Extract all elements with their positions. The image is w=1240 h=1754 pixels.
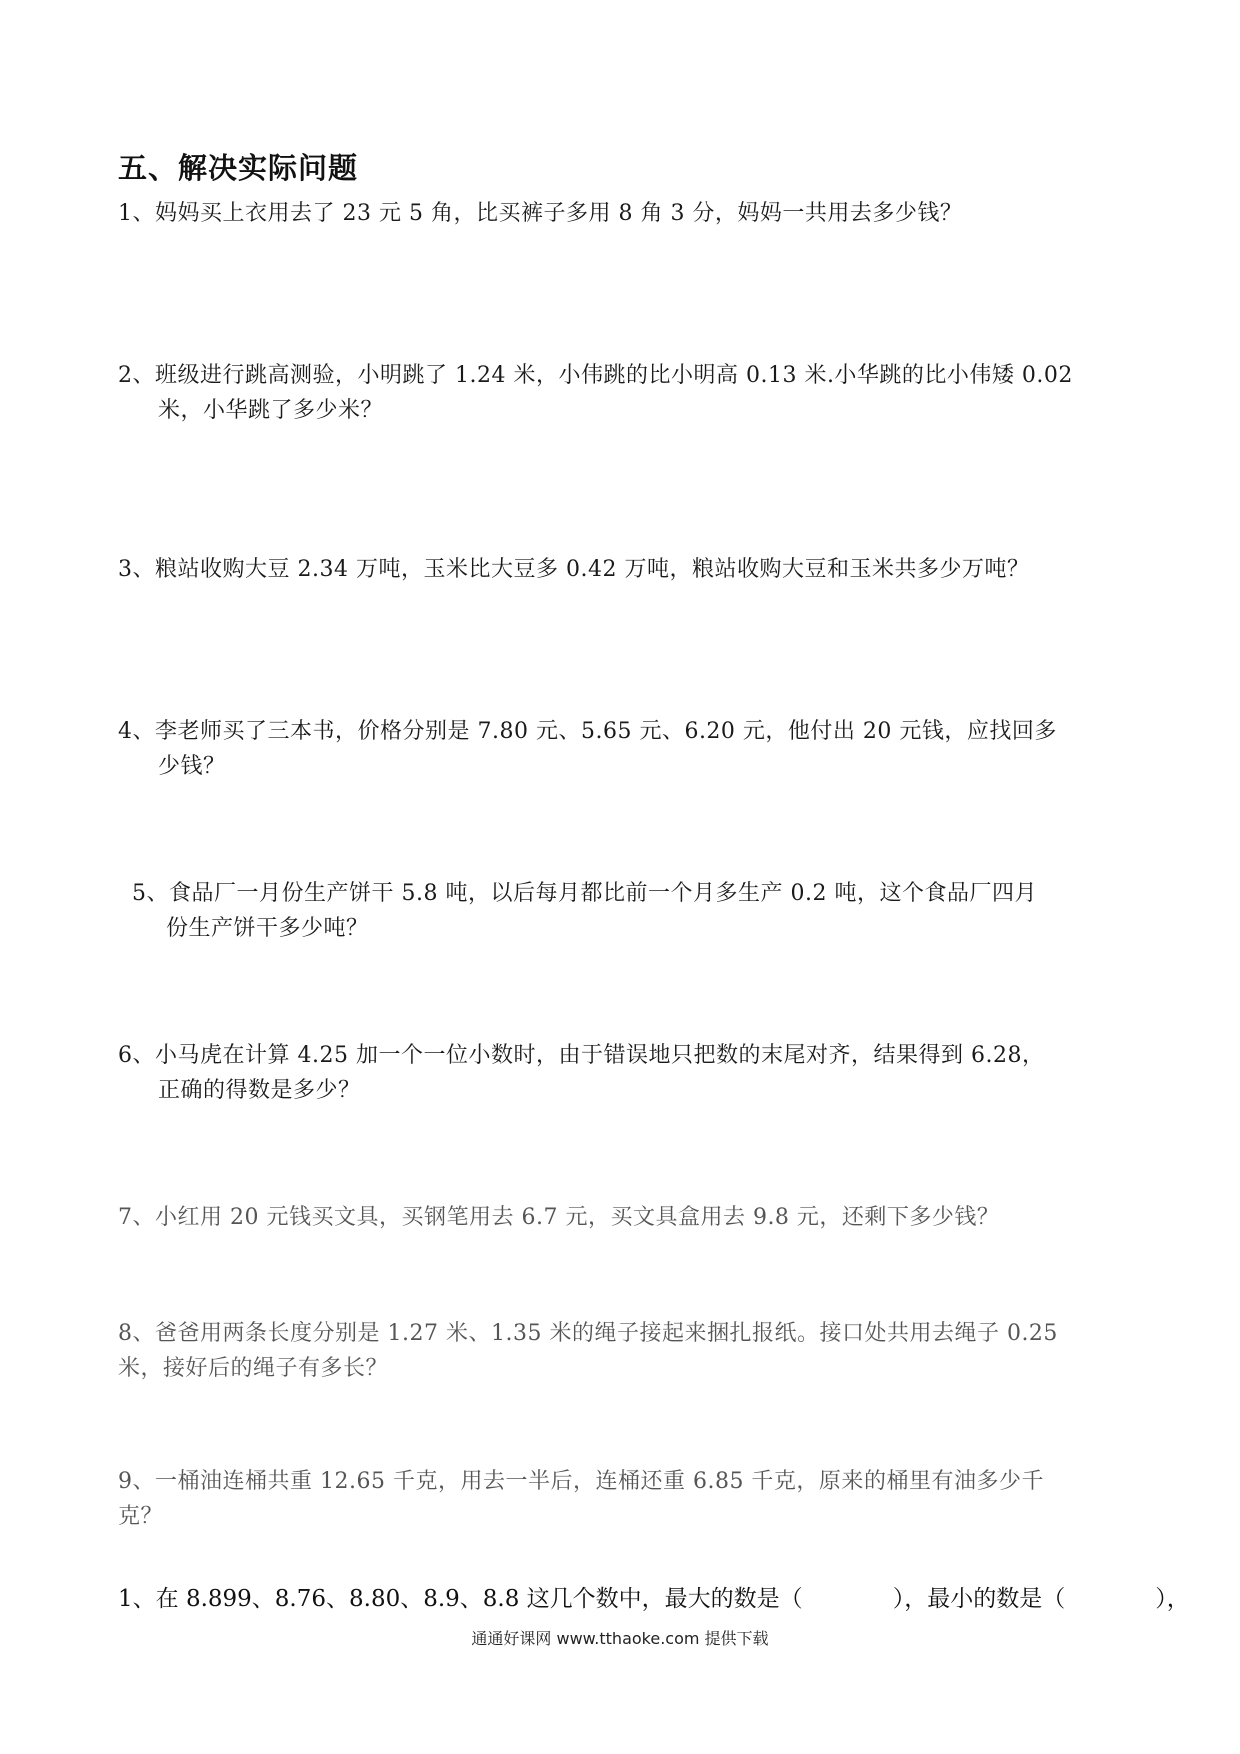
footer-credit: 通通好课网 www.tthaoke.com 提供下载 [471,1629,769,1648]
question-6 [118,1038,1128,1108]
question-1-text: 1、妈妈买上衣用去了 23 元 5 角，比买裤子多用 8 角 3 分，妈妈一共用去多少钱？ [118,201,963,226]
question-5 [132,876,1142,946]
question-7-text: 7、小红用 20 元钱买文具，买钢笔用去 6.7 元，买文具盒用去 9.8 元，还剩下多少钱？ [118,1205,1000,1230]
question-8 [118,1316,1128,1386]
question-5-line-1: 5、食品厂一月份生产饼干 5.8 吨，以后每月都比前一个月多生产 0.2 吨，这个食品厂四月 [132,881,1037,906]
question-2-line-2: 米，小华跳了多少米？ [158,398,384,423]
question-2-line-1: 2、班级进行跳高测验，小明跳了 1.24 米，小伟跳的比小明高 0.13 米.小华跳的比小伟矮 0.02 [118,363,1073,388]
question-3 [118,552,1128,587]
question-4-line-1: 4、李老师买了三本书，价格分别是 7.80 元、5.65 元、6.20 元，他付出 20 元钱，应找回多 [118,719,1057,744]
question-9-line-1: 9、一桶油连桶共重 12.65 千克，用去一半后，连桶还重 6.85 千克，原来的桶里有油多少千 [118,1469,1044,1494]
question-3-text: 3、粮站收购大豆 2.34 万吨，玉米比大豆多 0.42 万吨，粮站收购大豆和玉米共多少万吨？ [118,557,1030,582]
question-9-line-2: 克？ [118,1504,164,1529]
question-8-line-1: 8、爸爸用两条长度分别是 1.27 米、1.35 米的绳子接起来捆扎报纸。接口处共用去绳子 0.25 [118,1321,1058,1346]
question-7 [118,1200,1128,1235]
question-6-line-1: 6、小马虎在计算 4.25 加一个一位小数时，由于错误地只把数的末尾对齐，结果得到 6.28， [118,1043,1045,1068]
question-8-line-2: 米，接好后的绳子有多长？ [118,1356,389,1381]
question-4-line-2: 少钱？ [158,754,226,779]
question-9 [118,1464,1128,1534]
question-4 [118,714,1128,784]
fill-in-text-1: 1、在 8.899、8.76、8.80、8.9、8.8 这几个数中，最大的数是（ [118,1586,803,1612]
section-title: 五、解决实际问题 [118,151,359,185]
question-6-line-2: 正确的得数是多少？ [158,1078,361,1103]
question-1 [118,196,1128,231]
question-5-line-2: 份生产饼干多少吨？ [166,916,369,941]
fill-in-question-1 [118,1582,1190,1617]
question-2 [118,358,1128,428]
fill-in-text-2: ），最小的数是（ [892,1586,1066,1612]
fill-in-text-3: ）， [1155,1586,1190,1612]
